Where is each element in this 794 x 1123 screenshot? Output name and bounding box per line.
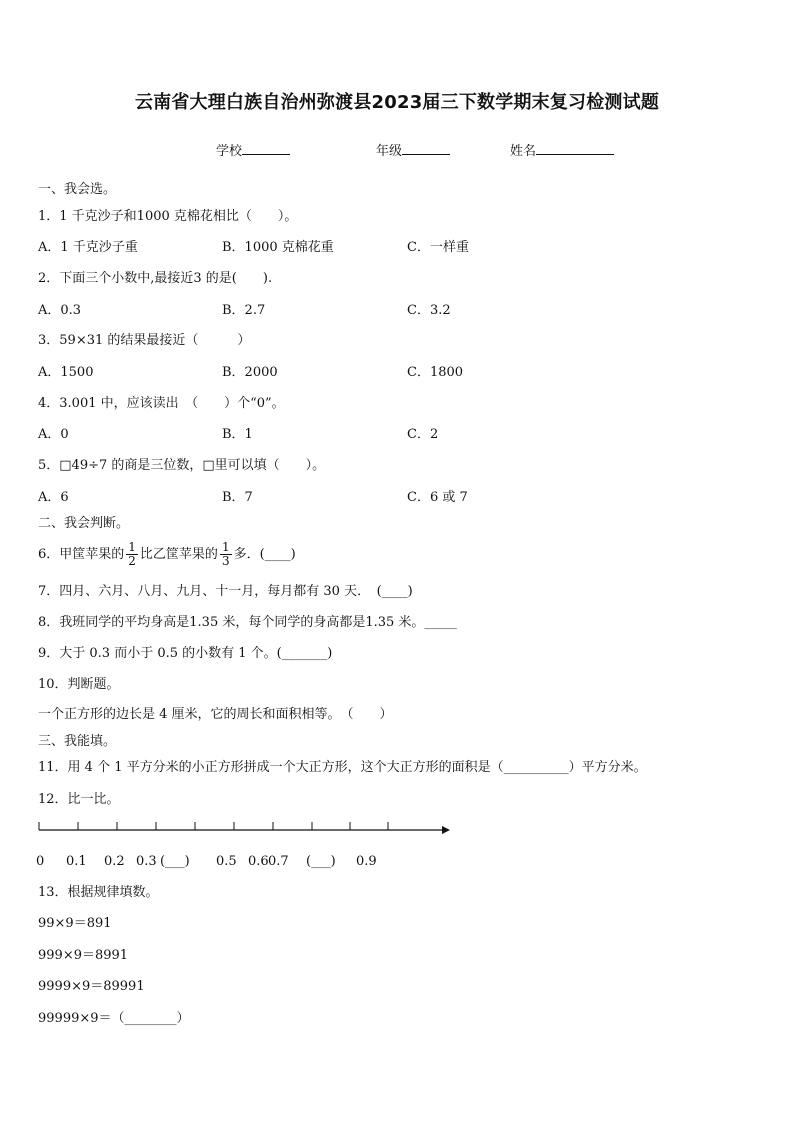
question-5-option-c: C．6 或 7 xyxy=(407,490,468,505)
question-2-option-b: B．2.7 xyxy=(222,303,266,318)
question-4-stem: 4．3.001 中，应该读出 （ ）个“0”。 xyxy=(38,396,285,411)
question-12-stem: 12．比一比。 xyxy=(38,792,120,807)
number-line-label: (___) xyxy=(306,854,336,869)
name-blank xyxy=(536,142,614,155)
question-1-option-a: A．1 千克沙子重 xyxy=(38,240,138,255)
question-6-post: 多．(____) xyxy=(233,547,296,562)
number-line-label: 0.7 xyxy=(268,854,289,869)
pattern-line-1: 99×9＝891 xyxy=(38,916,112,931)
question-3-stem: 3．59×31 的结果最接近（ ） xyxy=(38,333,251,348)
question-1-stem: 1．1 千克沙子和1000 克棉花相比（ ）。 xyxy=(38,209,298,224)
school-field xyxy=(216,142,290,160)
section-heading-choice: 一、我会选。 xyxy=(38,182,117,197)
grade-field xyxy=(376,142,450,160)
question-6-pre: 6．甲筐苹果的 xyxy=(38,547,125,562)
fraction-denominator: 3 xyxy=(221,554,230,568)
number-line-label: 0.9 xyxy=(356,854,377,869)
fraction-numerator: 1 xyxy=(128,540,136,554)
question-4-option-c: C．2 xyxy=(407,427,439,442)
fraction-numerator: 1 xyxy=(221,540,230,554)
pattern-line-3: 9999×9＝89991 xyxy=(38,979,145,994)
arrow-head-icon xyxy=(442,826,450,834)
number-line-label: (___) xyxy=(160,854,190,869)
number-line-label: 0.2 xyxy=(104,854,125,869)
grade-label: 年级 xyxy=(376,144,403,159)
number-line-label: 0.5 xyxy=(216,854,237,869)
question-5-option-a: A．6 xyxy=(38,490,69,505)
question-2-option-c: C．3.2 xyxy=(407,303,451,318)
question-10-body: 一个正方形的边长是 4 厘米，它的周长和面积相等。 （ ） xyxy=(38,707,393,722)
number-line-label: 0 xyxy=(36,854,45,869)
question-7: 7．四月、六月、八月、九月、十一月，每月都有 30 天． (____) xyxy=(38,584,413,599)
question-10-stem: 10．判断题。 xyxy=(38,677,120,692)
grade-blank xyxy=(402,142,450,155)
number-line-label: 0.6 xyxy=(248,854,269,869)
number-line xyxy=(30,818,490,842)
question-1-option-c: C．一样重 xyxy=(407,240,469,255)
school-label: 学校 xyxy=(216,144,243,159)
page-title: 云南省大理白族自治州弥渡县2023届三下数学期末复习检测试题 xyxy=(134,92,660,113)
section-heading-fill: 三、我能填。 xyxy=(38,734,117,749)
question-2-option-a: A．0.3 xyxy=(38,303,82,318)
name-label: 姓名 xyxy=(510,144,537,159)
question-5-option-b: B．7 xyxy=(222,490,253,505)
question-8: 8．我班同学的平均身高是1.35 米，每个同学的身高都是1.35 米。_____ xyxy=(38,615,457,630)
pattern-line-2: 999×9＝8991 xyxy=(38,948,129,963)
number-line-label: 0.3 xyxy=(136,854,157,869)
fraction-denominator: 2 xyxy=(128,554,136,568)
question-3-option-a: A．1500 xyxy=(38,365,94,380)
question-6-mid: 比乙筐苹果的 xyxy=(139,547,218,562)
pattern-line-4: 99999×9＝（________） xyxy=(38,1011,190,1026)
question-1-option-b: B．1000 克棉花重 xyxy=(222,240,334,255)
number-line-label: 0.1 xyxy=(66,854,87,869)
question-6 xyxy=(38,540,296,570)
section-heading-judge: 二、我会判断。 xyxy=(38,516,130,531)
school-blank xyxy=(242,142,290,155)
question-13-stem: 13．根据规律填数。 xyxy=(38,885,159,900)
question-3-option-b: B．2000 xyxy=(222,365,278,380)
question-11: 11．用 4 个 1 平方分米的小正方形拼成一个大正方形，这个大正方形的面积是（__________）平方分米。 xyxy=(38,760,647,775)
fraction-one-half xyxy=(126,541,138,568)
fraction-one-third xyxy=(220,541,232,568)
question-4-option-b: B．1 xyxy=(222,427,253,442)
name-field xyxy=(510,142,614,160)
question-2-stem: 2．下面三个小数中,最接近3 的是( ). xyxy=(38,271,273,286)
question-4-option-a: A．0 xyxy=(38,427,69,442)
question-9: 9．大于 0.3 而小于 0.5 的小数有 1 个。(_______) xyxy=(38,646,333,661)
question-5-stem: 5．□49÷7 的商是三位数，□里可以填（ ）。 xyxy=(38,458,326,473)
question-3-option-c: C．1800 xyxy=(407,365,464,380)
